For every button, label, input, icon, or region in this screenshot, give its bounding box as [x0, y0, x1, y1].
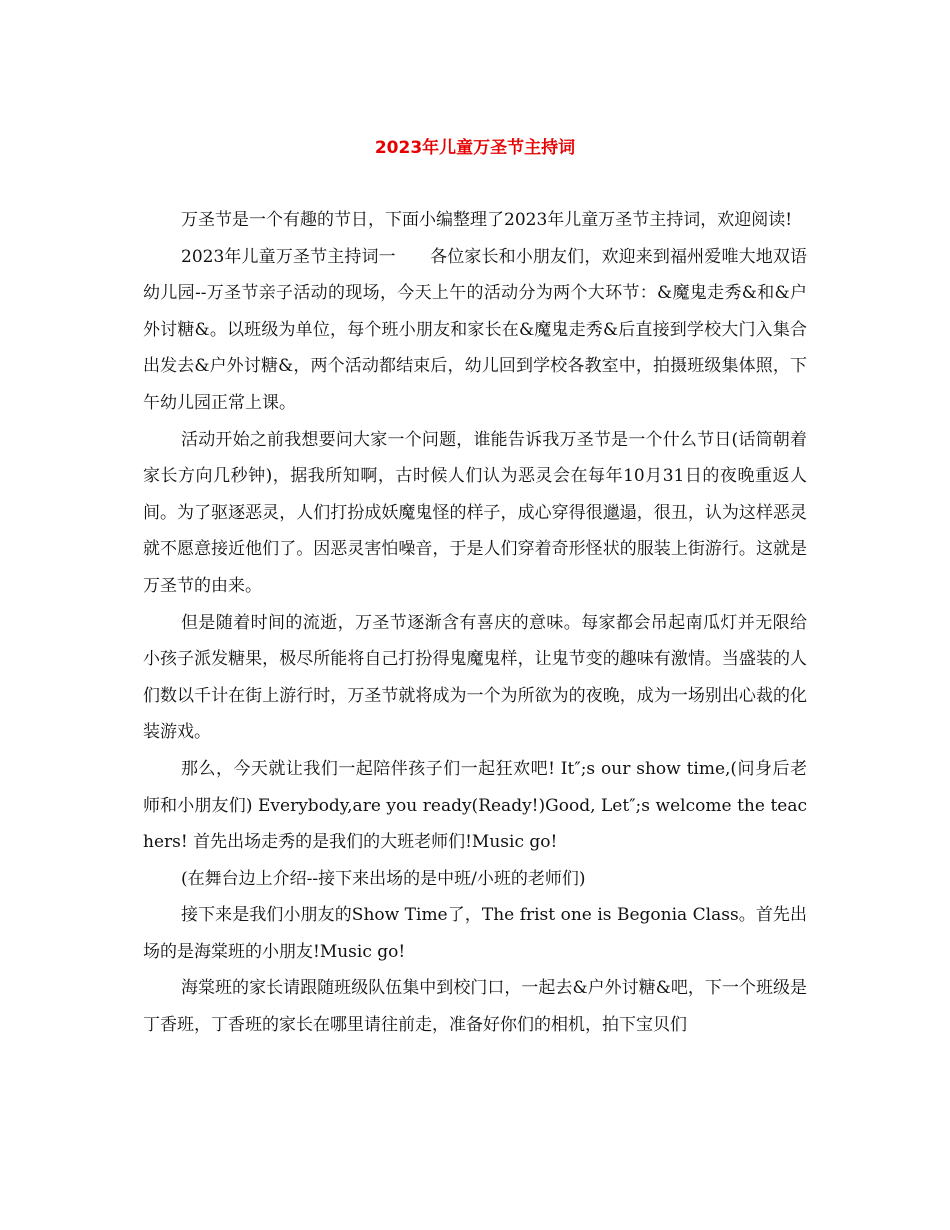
paragraph-opening: 2023年儿童万圣节主持词一 各位家长和小朋友们，欢迎来到福州爱唯大地双语幼儿园--万圣节亲子活动的现场，今天上午的活动分为两个大环节：&魔鬼走秀&和&户外讨糖&。以班级为单位，每个班小朋友和家长在&魔鬼走秀&后直接到学校大门入集合出发去&户外讨糖&，两个活动都结束后，幼儿回到学校各教室中，拍摄班级集体照，下午幼儿园正常上课。	[143, 246, 807, 413]
paragraph-show-time: 那么，今天就让我们一起陪伴孩子们一起狂欢吧! It″;s our show time,(问身后老师和小朋友们) Everybody,are you ready(Ready!)Good, Let″;s welcome the teachers! 首先出场走秀的是我们的大班老师们!Music go!	[143, 758, 807, 853]
paragraph-origin: 活动开始之前我想要问大家一个问题，谁能告诉我万圣节是一个什么节日(话筒朝着家长方向几秒钟)，据我所知啊，古时候人们认为恶灵会在每年10月31日的夜晚重返人间。为了驱逐恶灵，人们打扮成妖魔鬼怪的样子，成心穿得很邋遢，很丑，认为这样恶灵就不愿意接近他们了。因恶灵害怕噪音，于是人们穿着奇形怪状的服装上街游行。这就是万圣节的由来。	[143, 429, 807, 596]
paragraph-intro: 万圣节是一个有趣的节日，下面小编整理了2023年儿童万圣节主持词，欢迎阅读!	[181, 210, 793, 230]
paragraph-begonia-class: 海棠班的家长请跟随班级队伍集中到校门口，一起去&户外讨糖&吧，下一个班级是丁香班，丁香班的家长在哪里请往前走，准备好你们的相机，拍下宝贝们	[143, 978, 807, 1036]
paragraph-stage-note: (在舞台边上介绍--接下来出场的是中班/小班的老师们)	[181, 868, 586, 889]
paragraph-celebration: 但是随着时间的流逝，万圣节逐渐含有喜庆的意味。每家都会吊起南瓜灯并无限给小孩子派发糖果，极尽所能将自己打扮得鬼魔鬼样，让鬼节变的趣味有激情。当盛装的人们数以千计在街上游行时，万圣节就将成为一个为所欲为的夜晚，成为一场别出心裁的化装游戏。	[143, 612, 807, 743]
paragraph-kids-show: 接下来是我们小朋友的Show Time了，The frist one is Begonia Class。首先出场的是海棠班的小朋友!Music go!	[143, 905, 807, 962]
document-body	[143, 202, 807, 1044]
document-title: 2023年儿童万圣节主持词	[374, 138, 576, 158]
